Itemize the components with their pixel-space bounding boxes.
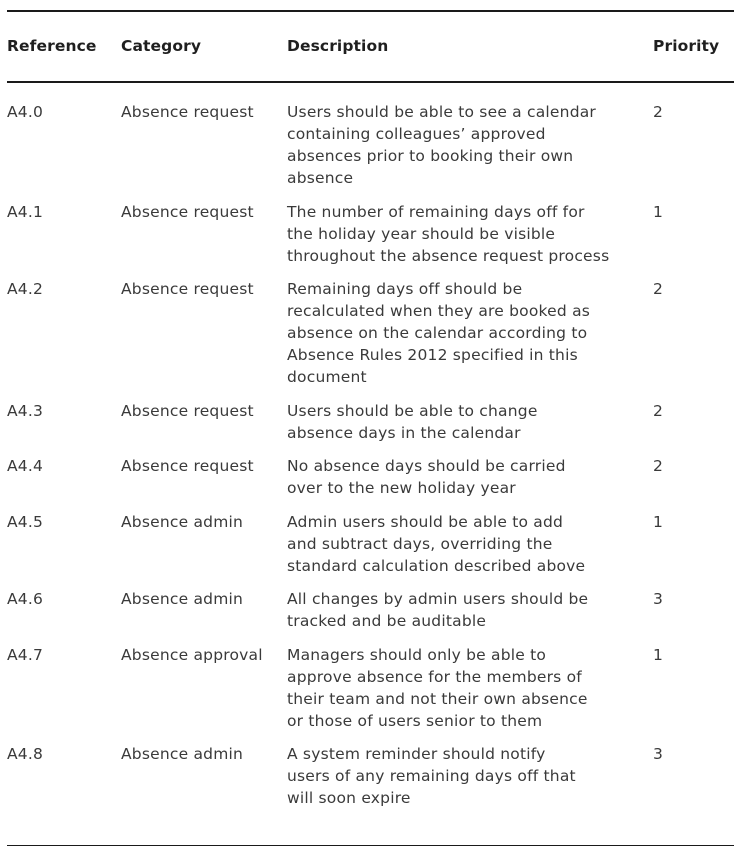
cell-priority: 3 [653, 745, 664, 763]
description-line: absence [287, 169, 354, 187]
cell-priority: 2 [653, 280, 664, 298]
description-line: containing colleagues’ approved [287, 125, 546, 143]
description-line: or those of users senior to them [287, 712, 543, 730]
cell-description [287, 278, 632, 388]
cell-category: Absence request [121, 402, 254, 420]
description-line: Users should be able to change [287, 402, 538, 420]
cell-reference: A4.0 [7, 103, 44, 121]
header-description: Description [287, 37, 389, 55]
cell-priority: 1 [653, 513, 664, 531]
cell-priority: 3 [653, 590, 664, 608]
cell-category: Absence admin [121, 590, 244, 608]
description-line: standard calculation described above [287, 557, 586, 575]
description-line: throughout the absence request process [287, 247, 610, 265]
description-line: Managers should only be able to [287, 646, 547, 664]
cell-description [287, 743, 632, 809]
cell-category: Absence approval [121, 646, 263, 664]
cell-reference: A4.5 [7, 513, 44, 531]
description-line: All changes by admin users should be [287, 590, 589, 608]
description-line: Users should be able to see a calendar [287, 103, 597, 121]
cell-reference: A4.1 [7, 203, 44, 221]
description-line: The number of remaining days off for [287, 203, 585, 221]
header-rule [7, 81, 734, 83]
description-line: their team and not their own absence [287, 690, 588, 708]
description-line: Remaining days off should be [287, 280, 523, 298]
top-rule [7, 10, 734, 12]
description-line: absences prior to booking their own [287, 147, 574, 165]
description-line: over to the new holiday year [287, 479, 516, 497]
header-category: Category [121, 37, 202, 55]
cell-reference: A4.7 [7, 646, 44, 664]
description-line: users of any remaining days off that [287, 767, 576, 785]
cell-category: Absence request [121, 280, 254, 298]
description-line: the holiday year should be visible [287, 225, 556, 243]
description-line: document [287, 368, 367, 386]
header-reference: Reference [7, 37, 97, 55]
cell-description [287, 400, 632, 444]
cell-category: Absence request [121, 203, 254, 221]
cell-description [287, 644, 632, 732]
cell-priority: 1 [653, 646, 664, 664]
cell-priority: 2 [653, 457, 664, 475]
header-priority: Priority [653, 37, 720, 55]
cell-reference: A4.3 [7, 402, 44, 420]
description-line: absence days in the calendar [287, 424, 521, 442]
bottom-rule [7, 845, 734, 846]
description-line: recalculated when they are booked as [287, 302, 591, 320]
cell-category: Absence admin [121, 513, 244, 531]
description-line: will soon expire [287, 789, 411, 807]
cell-priority: 2 [653, 103, 664, 121]
description-line: A system reminder should notify [287, 745, 546, 763]
description-line: tracked and be auditable [287, 612, 487, 630]
cell-description [287, 101, 632, 189]
cell-reference: A4.2 [7, 280, 44, 298]
description-line: approve absence for the members of [287, 668, 582, 686]
cell-category: Absence request [121, 103, 254, 121]
description-line: and subtract days, overriding the [287, 535, 553, 553]
cell-category: Absence admin [121, 745, 244, 763]
cell-description [287, 455, 632, 499]
cell-reference: A4.6 [7, 590, 44, 608]
cell-description [287, 588, 632, 632]
cell-reference: A4.4 [7, 457, 44, 475]
cell-reference: A4.8 [7, 745, 44, 763]
description-line: absence on the calendar according to [287, 324, 588, 342]
cell-category: Absence request [121, 457, 254, 475]
cell-priority: 2 [653, 402, 664, 420]
description-line: Absence Rules 2012 specified in this [287, 346, 578, 364]
description-line: No absence days should be carried [287, 457, 566, 475]
cell-description [287, 201, 632, 267]
cell-priority: 1 [653, 203, 664, 221]
description-line: Admin users should be able to add [287, 513, 564, 531]
cell-description [287, 511, 632, 577]
